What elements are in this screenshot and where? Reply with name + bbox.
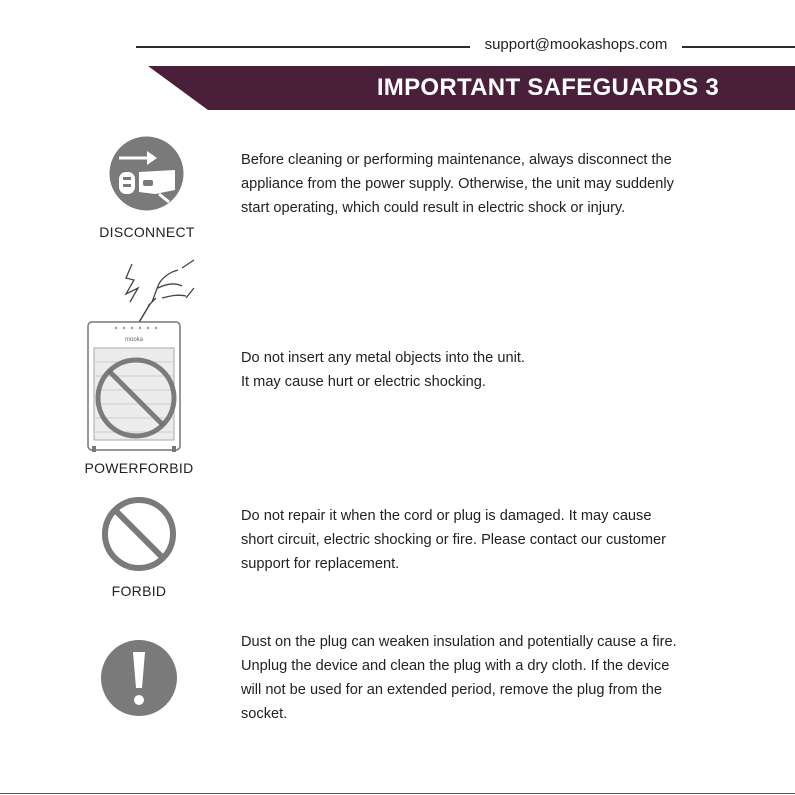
text-powerforbid: Do not insert any metal objects into the unit. It may cause hurt or electric shocking.	[241, 350, 525, 390]
support-email: support@mookashops.com	[484, 36, 668, 53]
text-forbid: Do not repair it when the cord or plug is damaged. It may cause short circuit, electric shocking or fire. Please contact our customer support for replacement.	[241, 508, 667, 572]
exclamation-icon	[101, 640, 177, 721]
header-rule-right	[682, 46, 795, 48]
label-forbid: FORBID	[111, 583, 167, 599]
label-disconnect: DISCONNECT	[99, 224, 195, 240]
unplug-icon	[109, 136, 184, 216]
text-dust: Dust on the plug can weaken insulation and potentially cause a fire. Unplug the device and clean the plug with a dry cloth. If the device will not be used for an extended period, remove the plug from the socket.	[241, 634, 677, 722]
page-title: IMPORTANT SAFEGUARDS 3	[376, 74, 719, 101]
label-powerforbid: POWERFORBID	[84, 460, 194, 476]
text-disconnect: Before cleaning or performing maintenance, always disconnect the appliance from the power supply. Otherwise, the unit may suddenly start operating, which could result in electric shock or injury.	[241, 152, 674, 216]
brand-text: mooka	[124, 337, 144, 343]
header-rule-left	[136, 46, 470, 48]
title-banner	[148, 66, 795, 110]
prohibited-icon	[101, 496, 177, 577]
air-purifier-prohibited-icon	[86, 258, 196, 459]
bottom-rule	[0, 793, 795, 794]
